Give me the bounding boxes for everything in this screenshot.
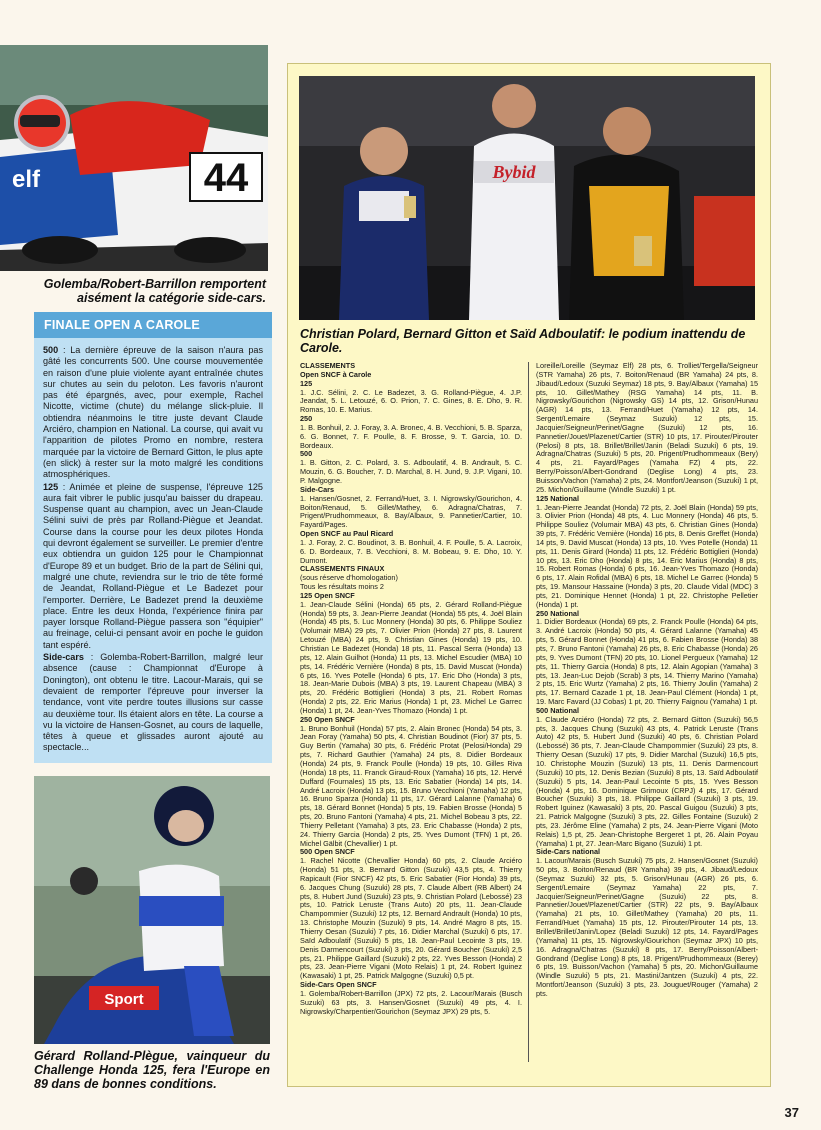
results-heading: 500 National bbox=[536, 705, 579, 715]
podium-logo: Bybid bbox=[492, 162, 536, 182]
results-entry: 1. Golemba/Robert-Barrillon (JPX) 72 pts, 2. Lacour/Marais (Busch Suzuki) 63 pts, 3. Hansen/Gosnet (Suzuki) 49 pts, 4. I. Nigrowsky/Charpentier/Gourichon (Seymaz JPX) 29 pts, 5. bbox=[300, 988, 522, 1016]
results-column-left bbox=[300, 362, 522, 1062]
results-entry: 1. J.C. Sélini, 2. C. Le Badezet, 3. G. Rolland-Piègue, 4. J.P. Jeandat, 5. L. Letouzé, 6. O. Prion, 7. C. Gines, 8. E. Dho, 9. R. Romas, 10. E. Marius. bbox=[300, 387, 522, 415]
results-entry: 1. Jean-Pierre Jeandat (Honda) 72 pts, 2. Joël Blain (Honda) 59 pts, 3. Olivier Prion (Honda) 48 pts, 4. Luc Monnery (Honda) 46 pts, 5. Philippe Souliez (Volumair MBA) 43 pts, 6. Christian Gines (Honda) 39 pts, 7. Frédéric Vernière (Honda) 16 pts, 8. Denis Greffet (Honda) 14 pts, 9. David Muscat (Honda) 13 pts, 10. Yves Potelle (Honda) 11 pts, 11. Denis Girard (Honda) 11 pts, 12. Frédéric Bottiglieri (Honda) 10 pts, 13. Eric Dho (Honda) 8 pts, 14. Eric Marius (Honda) 8 pts, 15. Robert Romas (Honda) 6 pts, 16. Jean-Yves Thomazo (Honda) 6 pts, 17. Alain Rofidal (MBA) 6 pts, 18. Michel Le Garrec (Honda) 5 pts, 19. Mansour Hassaine (Honda) 3 pts, 20. Claude Vidal (MDC) 3 pts, 21. Dominique Hennet (Honda) 1 pt, 22. Christophe Pelletier (Honda) 1 pt. bbox=[536, 502, 758, 609]
results-heading: Side-Cars national bbox=[536, 847, 601, 857]
results-heading: Open SNCF à Carole bbox=[300, 369, 372, 379]
sidecar-brand: elf bbox=[12, 166, 41, 193]
rider-photo bbox=[34, 776, 270, 1044]
finale-paragraph-500: 500 : La dernière épreuve de la saison n'aura pas gâté les concurrents 500. Une course mouvementée en raison d'une pluie violente ayant entraînée chutes sur chutes au sein du peloton. Les favoris n'auront pas été épargnés, avec, pour exemple, Rachel Nicotte, victime (chute) du mélange slick-pluie. Il obtiendra néanmoins le titre juste devant Claude Arciéro, champion en National. La course, qui avait vu l'apparition de pilotes Promo en nombre, restera marquée par la victoire de Bernard Gitton, le plus apte (en slick) à rester sur la moto malgré les conditions atmosphériques. bbox=[43, 345, 263, 480]
results-heading: CLASSEMENTS FINAUX bbox=[300, 564, 385, 574]
results-entry: 1. B. Gitton, 2. C. Polard, 3. S. Adboulatif, 4. B. Andrault, 5. C. Mouzin, 6. G. Boucher, 7. D. Marchal, 8. H. Jund, 9. J.P. Vigani, 10. P. Malgogne. bbox=[300, 458, 522, 485]
podium-photo bbox=[299, 76, 755, 320]
results-heading: 125 Open SNCF bbox=[300, 590, 355, 600]
finale-paragraph-sidecars: Side-cars : Golemba-Robert-Barrillon, malgré leur absence (cause : Championnat d'Europe à Donington), ont obtenu le titre. Lacour-Marais, qui se devaient de remporter l'épreuve pour inverser la tendance, vont vite perdre toutes illusions sur casse au deuxième tour. Ils étaient alors en tête. La course a vu la victoire de Hansen-Gosnet, au cours de laquelle, têtes à queue et glissades auront ajouté au spectacle... bbox=[43, 652, 263, 753]
results-entry: 1. Claude Arciéro (Honda) 72 pts, 2. Bernard Gitton (Suzuki) 56,5 pts, 3. Jacques Chung (Suzuki) 43 pts, 4. Patrick Leruste (Trans Auto) 42 pts, 5. Hubert Jund (Suzuki) 40 pts, 6. Christian Polard (Lebossé) 36 pts, 7. Jean-Claude Champommier (Suzuki) 23 pts, 8. Thierry Oesan (Suzuki) 17 pts, 9. Didier Marchal (Suzuki) 16,5 pts, 10. Christophe Mouzin (Suzuki) 13 pts, 11. Denis Darmencourt (Suzuki) 10 pts, 12. Denis Bezian (Suzuki) 8 pts, 13. Saïd Adboulatif (Suzuki) 5 pts, 14. Jean-Paul Lecointe 5 pts, 15. Yves Besson (Honda) 4 pts, 16. Dominique Grimoux (CRPJ) 4 pts, 17. Gérard Boucher (Suzuki) 3 pts, 18. Philippe Gaillard (Suzuki) 3 pts, 19. Robert Iguinez (Kawasaki) 3 pts, 20. Pascal Guigou (Suzuki) 3 pts, 21. Patrick Malgogne (Suzuki) 3 pts, 22. Gilles Fontaine (Suzuki) 2 pts, 23. Jérôme Eline (Yamaha) 2 pts, 24. Jean-Pierre Vigani (Moto Relais) 1,5 pt, 25. Jean-Christophe Bergeret 1 pt, 26. Alain Poyau (Yamaha) 1 pt, 27. Jean-Marc Bigano (Suzuki) 1 pt. bbox=[536, 714, 758, 848]
page-number: 37 bbox=[784, 1105, 799, 1120]
results-entry: 1. Lacour/Marais (Busch Suzuki) 75 pts, 2. Hansen/Gosnet (Suzuki) 50 pts, 3. Boiton/Renaud (BR Yamaha) 39 pts, 4. Jibaud/Ledoux (Seymaz Suzuki) 32 pts, 5. Grison/Hunau (AGR) 26 pts, 6. Sergent/Lemaire (Seymaz Yamaha) 22 pts, 7. Jacquier/Seigneur/Perinet/Gagne (Suzuki) 22 pts, 8. Pannetier/Jouet/Plazenet/Cartier (STR) 22 pts, 9. Bay/Albaux (Yamaha) 21 pts, 10. Gillet/Mathey (Yamaha) 20 pts, 11. Ferrand/Huet (Yamaha) 15 pts, 12. Pirouter/Pirouter 14 pts, 13. Brillet/Brillet/Janin/Lopez (Beladi Suzuki) 12 pts, 14. Fayard/Pages (Yamaha) 11 pts, 15. Nigrowsky/Gourichon (Seymaz JPX) 10 pts, 16. Adragna/Chatras (Suzuki) 8 pts, 17. Berry/Poisson/Albert-Gondrand (Deglise Long) 8 pts, 18. Prigent/Prudhommeaux (Berey) 6 pts, 19. Buisson/Vachon (Yamaha) 5 pts, 20. Michon/Guillaume (Windle Suzuki) 5 pts, 21. Mastini/Jantzen (Suzuki) 4 pts, 22. Montfort/Jeanson (Suzuki) 3 pts, 23. Jouguet/Rouger (Yamaha) 2 pts. bbox=[536, 856, 758, 998]
rolland-caption: Gérard Rolland-Plègue, vainqueur du Challenge Honda 125, fera l'Europe en 89 dans de bonnes conditions. bbox=[34, 1049, 270, 1091]
results-heading: Side-Cars bbox=[300, 484, 335, 494]
results-entry: 1. Didier Bordeaux (Honda) 69 pts, 2. Franck Poulle (Honda) 64 pts, 3. André Lacroix (Honda) 50 pts, 4. Gérard Lalanne (Yamaha) 45 pts, 5. Gérard Bonnet (Honda) 41 pts, 6. Fabien Brosse (Honda) 38 pts, 7. Bruno Fantoni (Yamaha) 26 pts, 8. Eric Chabasse (Honda) 26 pts, 9. Yves Dumont (TFN) 20 pts, 10. Lionel Pergueux (Yamaha) 12 pts, 11. Thierry Garcia (Honda) 8 pts, 12. Alain Agopian (Yamaha) 3 pts, 13. Jean-Luc Dejob (Scrab) 3 pts, 14. Thierry Marino (Yamaha) 2 pts, 15. Eric Wurtz (Yamaha) 2 pts, 16. Thierry Joulin (Yamaha) 2 pts, 17. Bernard Cazade 1 pt, 18. Jean-Paul Clément (Honda) 1 pt, 19. Marc Favard (JJ Cobas) 1 pt, 20. Thierry Faignou (Yamaha) 1 pt. bbox=[536, 617, 758, 707]
results-heading: 125 National bbox=[536, 493, 579, 503]
results-entry: 1. J. Foray, 2. C. Boudinot, 3. B. Bonhuil, 4. F. Poulle, 5. A. Lacroix, 6. D. Bordeaux, 7. B. Vecchioni, 8. M. Bobeau, 9. E. Dho, 10. Y. Dumont. bbox=[300, 537, 522, 565]
results-entry: 1. Rachel Nicotte (Chevallier Honda) 60 pts, 2. Claude Arciéro (Honda) 51 pts, 3. Bernard Gitton (Suzuki) 43,5 pts, 4. Thierry Rapicault (Fior SNCF) 42 pts, 5. Eric Sabatier (Fior Honda) 39 pts, 6. Jacques Chung (Suzuki) 28 pts, 7. Claude Albert (RB Albert) 24 pts, 8. Hubert Jund (Suzuki) 23 pts, 9. Christian Polard (Lebossé) 23 pts, 10. Patrick Leruste (Trans Auto) 20 pts, 11. Jean-Claude Champommier (Suzuki) 12 pts, 12. Bernard Andrault (Honda) 10 pts, 13. Christophe Mouzin (Suzuki) 9 pts, 14. André Magro 8 pts, 15. Thierry Oesan (Suzuki) 7 pts, 16. Didier Marchal (Suzuki) 6 pts, 17. Saïd Adboulatif (Suzuki) 5 pts, 18. Jean-Paul Lecointe 3 pts, 19. Denis Darmencourt (Suzuki) 3 pts, 20. Gérard Boucher (Suzuki) 2,5 pts, 21. Philippe Gaillard (Suzuki) 2 pts, 22. Yves Besson (Honda) 2 pts, 23. Jean-Pierre Vigani (Moto Relais) 1 pt, 24. Robert Iguinez (Kawasaki) 1 pt, 25. Patrick Malgogne (Suzuki) 0,5 pt. bbox=[300, 856, 522, 981]
results-heading: 250 Open SNCF bbox=[300, 714, 355, 724]
finale-body bbox=[34, 338, 272, 754]
results-heading: 250 bbox=[300, 414, 313, 424]
results-column-right bbox=[536, 362, 758, 1062]
sidecar-caption: Golemba/Robert-Barrillon remportent aisément la catégorie side-cars. bbox=[43, 277, 266, 305]
results-entry: (sous réserve d'homologation) bbox=[300, 573, 398, 583]
results-entry: Loreille/Loreille (Seymaz Elf) 28 pts, 6. Trolliet/Tergella/Seigneur (STR Yamaha) 26 pts, 7. Boiton/Renaud (BR Yamaha) 24 pts, 8. Jibaud/Ledoux (Suzuki Seymaz) 18 pts, 9. Bay/Albaux (Yamaha) 15 pts, 10. Gillet/Mathey (RSG Yamaha) 14 pts, 11. B. Nigrowsky/Gourichon (Nigrowsky GS) 14 pts, 12. Grison/Hunau (AGR) 14 pts, 13. Ferrand/Huet (Yamaha) 12 pts, 14. Sergent/Lemaire (Seymaz Suzuki) 12 pts, 15. Jacquier/Seigneur/Perinet/Gagne (Suzuki) 12 pts, 16. Pannetier/Jouet/Plazenet/Cartier (STR) 10 pts, 17. Pirouter/Pirouter (Pelosi) 8 pts, 18. Brillet/Brillet/Janin (Beladi Suzuki) 6 pts, 19. Adragna/Chatras (Suzuki) 5 pts, 20. Prigent/Prudhommeaux (Bery) 4 pts, 21. Fayard/Pages (Yamaha FZ) 4 pts, 22. Berry/Poisson/Albert-Gondrand (Deglise Long) 4 pts, 23. Buisson/Vachon (Yamaha) 2 pts, 24. Montfort/Jeanson (Suzuki) 1 pt, 25. Michon/Guillaume (Windle Suzuki) 1 pt. bbox=[536, 362, 758, 494]
results-heading: CLASSEMENTS bbox=[300, 362, 356, 370]
results-heading: 500 Open SNCF bbox=[300, 847, 355, 857]
finale-box bbox=[34, 312, 272, 763]
finale-title: FINALE OPEN A CAROLE bbox=[34, 312, 272, 338]
results-heading: 250 National bbox=[536, 608, 579, 618]
podium-caption: Christian Polard, Bernard Gitton et Saïd Adboulatif: le podium inattendu de Carole. bbox=[300, 327, 746, 355]
finale-paragraph-125: 125 : Animée et pleine de suspense, l'épreuve 125 aura fait vibrer le public jusqu'au baisser du drapeau. Suspense quant au champion, avec un Jean-Claude Sélini suivi de près par Rolland-Piègue et Jeandat. Course dans la course pour les deux pilotes Honda qui devront également se surveiller. Le premier d'entre eux obtiendra un guidon 125 pour le Championnat d'Europe 89 et un budget. Brio de la part de Sélini qui, malgré une chute, reviendra sur le trio de tête formé de Jeandat, Rolland-Piègue et Le Badezet pour l'emporter. Derrière, Le Badezet prend la deuxième place. Entre les deux Honda, l'expérience finira par payer lorsque Rolland-Piègue passera son "équipier" au freinage, celui-ci pensant avoir en poche le guidon tant espéré. bbox=[43, 481, 263, 650]
results-heading: Open SNCF au Paul Ricard bbox=[300, 529, 394, 539]
results-heading: Side-Cars Open SNCF bbox=[300, 980, 377, 990]
results-section bbox=[300, 362, 758, 1062]
results-entry: 1. Jean-Claude Sélini (Honda) 65 pts, 2. Gérard Rolland-Piègue (Honda) 59 pts, 3. Jean-Pierre Jeandat (Honda) 55 pts, 4. Joël Blain (Honda) 45 pts, 5. Luc Monnery (Honda) 30 pts, 6. Philippe Souliez (Volumair MBA) 29 pts, 7. Olivier Prion (Honda) 27 pts, 8. Laurent Letouzé (MBA) 24 pts, 9. Christian Gines (Honda) 19 pts, 10. Christian Le Badezet (Honda) 18 pts, 11. Pascal Serra (Honda) 13 pts, 12. Alain Guilhot (Honda) 11 pts, 13. Michel Escudier (MBA) 10 pts, 14. Frédéric Vernière (Honda) 8 pts, 15. David Muscat (Honda) 6 pts, 16. Yves Potelle (Honda) 6 pts, 17. Eric Dho (Honda) 3 pts, 18. Jean-Marie Dubois (MBA) 3 pts, 19. Laurent Chapeau (MBA) 3 pts, 20. Frédéric Bottiglieri (Honda) 3 pts, 21. Robert Romas (Honda) 2 pts, 22. Eric Marius (Honda) 1 pt, 23. Michel Le Garrec (Honda) 1 pt, 24. Jean-Yves Thomazo (Honda) 1 pt. bbox=[300, 599, 522, 715]
sidecar-photo bbox=[0, 45, 268, 271]
column-divider bbox=[528, 362, 529, 1062]
sidecar-number: 44 bbox=[203, 156, 249, 200]
results-heading: 125 bbox=[300, 378, 313, 388]
rider-sponsor: Sport bbox=[104, 991, 144, 1008]
results-entry: 1. Hansen/Gosnet, 2. Ferrand/Huet, 3. I. Nigrowsky/Gourichon, 4. Boiton/Renaud, 5. Gillet/Mathey, 6. Adragna/Chatras, 7. Prigent/Prudhommeaux, 8. Bay/Albaux, 9. Pannetier/Cartier, 10. Fayard/Pages. bbox=[300, 493, 522, 530]
results-entry: 1. B. Bonhuil, 2. J. Foray, 3. A. Bronec, 4. B. Vecchioni, 5. B. Sparza, 6. G. Bonnet, 7. F. Poulle, 8. F. Brosse, 9. T. Garcia, 10. D. Bordeaux. bbox=[300, 422, 522, 450]
results-entry: Tous les résultats moins 2 bbox=[300, 582, 384, 592]
results-entry: 1. Bruno Bonhuil (Honda) 57 pts, 2. Alain Bronec (Honda) 54 pts, 3. Jean Foray (Yamaha) 50 pts, 4. Christian Boudinot (Fior) 37 pts, 5. Guy Bertin (Yamaha) 30 pts, 6. Frédéric Protat (Pelosi/Honda) 29 pts, 7. Richard Gauthier (Yamaha) 24 pts, 8. Didier Bordeaux (Honda) 24 pts, 9. Franck Poulle (Honda) 19 pts, 10. Gilles Riva (Honda) 18 pts, 11. Franck Giraud-Roux (Yamaha) 16 pts, 12. Hervé Duffard (Fournales) 15 pts, 13. Eric Sabatier (Honda) 14 pts, 14. André Lacroix (Honda) 13 pts, 15. Bruno Vecchioni (Yamaha) 12 pts, 16. Bruno Sparza (Honda) 11 pts, 17. Gérard Lalanne (Yamaha) 6 pts, 18. Gérard Bonnet (Honda) 5 pts, 19. Fabien Brosse (Honda) 5 pts, 20. Bruno Fantoni (Yamaha) 4 pts, 21. Michel Bobeau 3 pts, 22. Thierry Pelletant (Yamaha) 3 pts, 23. Eric Chabasse (Honda) 2 pts, 24. Thierry Garcia (Honda) 2 pts, 25. Yves Dumont (TFN) 1 pt, 26. Michel Gälbit (Chevallier) 1 pt. bbox=[300, 723, 522, 848]
results-heading: 500 bbox=[300, 449, 313, 459]
